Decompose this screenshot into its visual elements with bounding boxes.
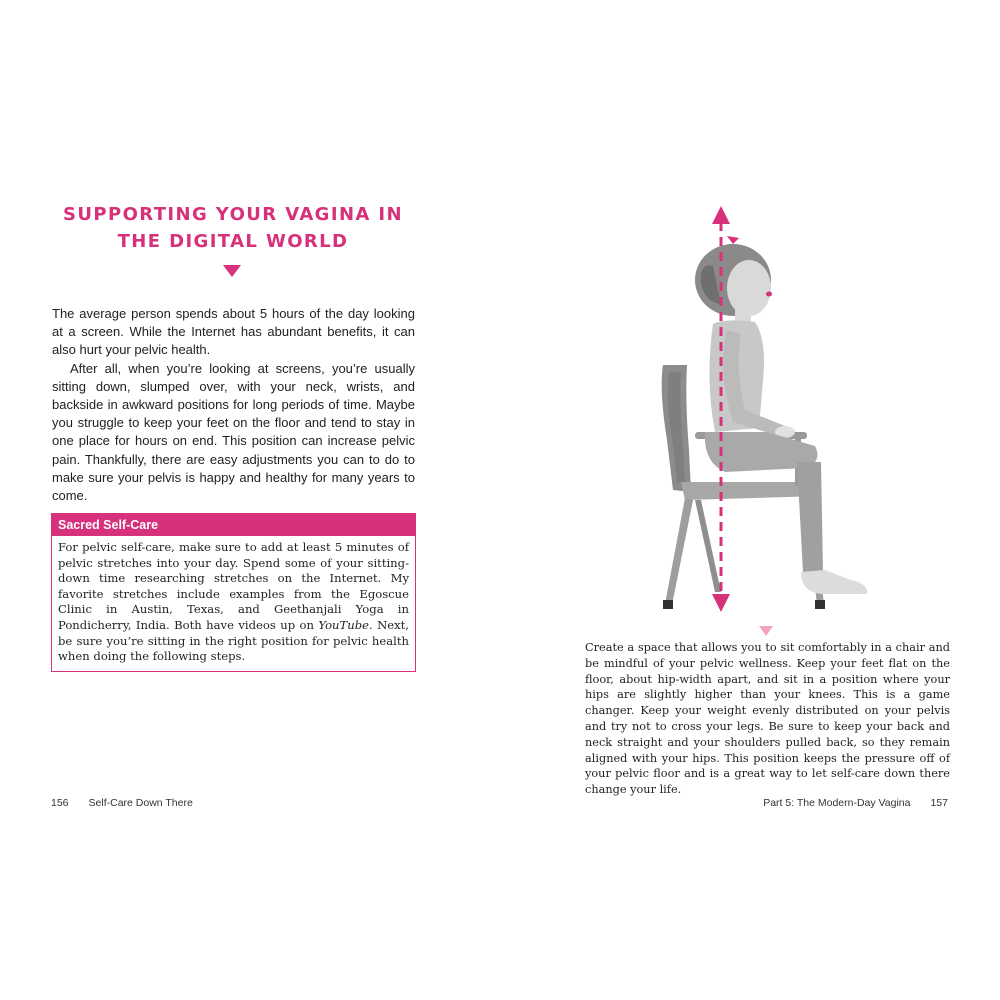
callout-text: . Next, be sure you’re sitting in the right position for pelvic health when doing the following steps. [58, 617, 409, 664]
left-footer [51, 797, 193, 809]
right-page [500, 0, 1000, 1000]
page-number: 156 [51, 797, 69, 809]
right-footer [763, 797, 948, 809]
body-paragraph: After all, when you’re looking at screens, you’re usually sitting down, slumped over, with your neck, wrists, and backside in awkward positions for long periods of time. Maybe you struggle to keep your feet on the floor and tend to stay in one place for hours on end. This position can increase pelvic pain. Thankfully, there are easy adjustments you can to do to make sure your pelvis is happy and healthy for many years to come. [52, 360, 415, 504]
callout-text-italic: YouTube [318, 617, 369, 632]
section-heading: SUPPORTING YOUR VAGINA IN THE DIGITAL WORLD [63, 204, 403, 252]
running-title: Part 5: The Modern-Day Vagina [763, 797, 911, 809]
page-number: 157 [930, 797, 948, 809]
callout-text: For pelvic self-care, make sure to add at least 5 minutes of pelvic stretches into your day. Spend some of your sitting-down time researching stretches on the Internet. My favorite stretches include examples from the Egoscue Clinic in Austin, Texas, and Geethanjali Yoga in Pondicherry, India. Both have videos up on [58, 540, 409, 632]
callout-title: Sacred Self-Care [52, 514, 415, 536]
sacred-self-care-box [51, 513, 416, 672]
heading-down-triangle-icon [223, 265, 241, 277]
seated-posture-illustration [655, 200, 915, 620]
body-text [52, 305, 415, 505]
body-paragraph: The average person spends about 5 hours of the day looking at a screen. While the Internet has abundant benefits, it can also hurt your pelvic health. [52, 306, 415, 358]
callout-body [52, 536, 415, 671]
running-title: Self-Care Down There [88, 797, 193, 809]
caption-down-triangle-icon [759, 626, 773, 636]
illustration-caption: Create a space that allows you to sit comfortably in a chair and be mindful of your pelvic wellness. Keep your feet flat on the floor, about hip-width apart, and sit in a position where your hips are slightly higher than your knees. This is a game changer. Keep your weight evenly distributed on your pelvis and try not to cross your legs. Be sure to keep your back and neck straight and your shoulders pulled back, so they remain aligned with your hips. This position keeps the pressure off of your pelvic floor and is a great way to let self-care down there change your life. [585, 641, 950, 797]
